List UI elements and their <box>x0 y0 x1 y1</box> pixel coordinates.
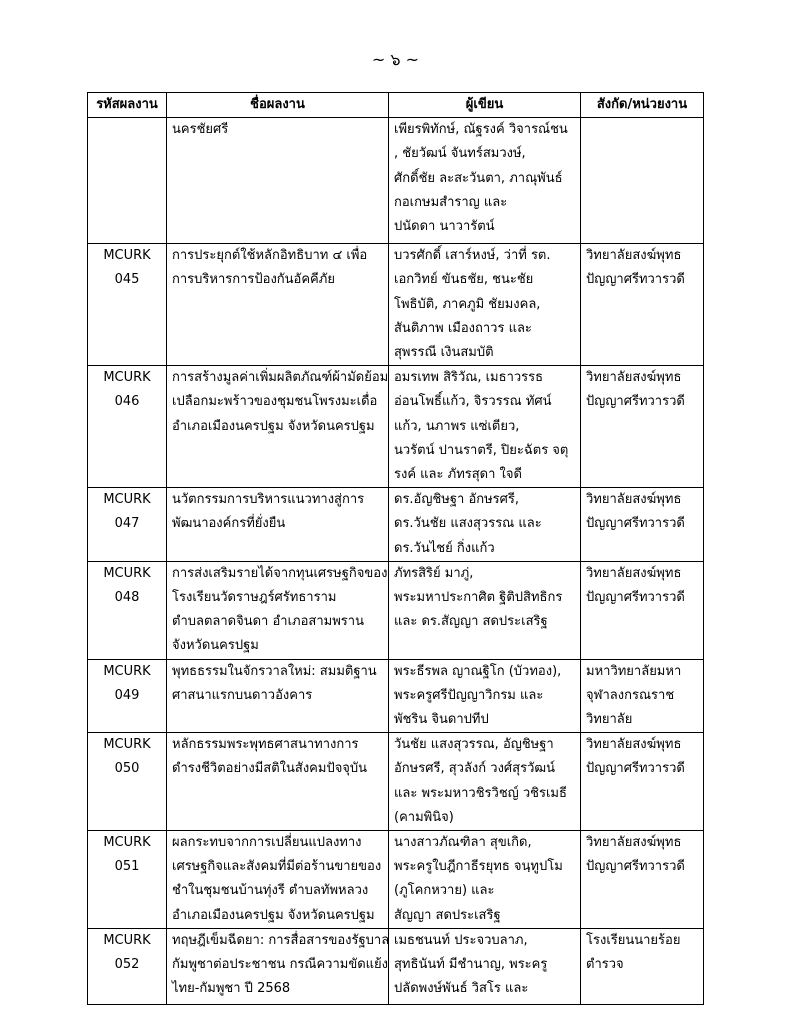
author-line: พระครูใบฎีกาธีรยุทธ จนฺทูปโม <box>394 859 563 875</box>
title-cell <box>167 366 389 488</box>
author-line: และ ดร.สัญญา สดประเสริฐ <box>394 614 548 630</box>
author-line: ดร.วันไชย์ กิ่งแก้ว <box>394 540 495 556</box>
code-cell <box>88 488 167 562</box>
author-line: ภัทรสิริย์ มาภู่, <box>394 565 474 581</box>
affiliation-cell <box>581 118 704 244</box>
affiliation-line: ปัญญาศรีทวารวดี <box>586 761 685 777</box>
affiliation-cell <box>581 733 704 831</box>
affiliation-cell <box>581 561 704 659</box>
code-cell <box>88 118 167 244</box>
code-line: MCURK <box>103 370 151 386</box>
author-line: แก้ว, นภาพร แซ่เตียว, <box>394 418 520 434</box>
authors-cell <box>389 659 581 733</box>
title-cell <box>167 659 389 733</box>
code-line: MCURK <box>103 248 151 264</box>
author-line: พระธีรพล ญาณฐิโก (บัวทอง), <box>394 663 562 679</box>
title-line: ชำในชุมชนบ้านทุ่งรี ตำบลทัพหลวง <box>172 883 369 899</box>
title-line: ผลกระทบจากการเปลี่ยนแปลงทาง <box>172 835 362 851</box>
author-line: , ชัยวัฒน์ จันทร์สมวงษ์, <box>394 146 526 162</box>
author-line: พระครูศรีปัญญาวิกรม และ <box>394 687 544 703</box>
author-line: สัญญา สดประเสริฐ <box>394 907 501 923</box>
title-cell <box>167 244 389 366</box>
title-line: อำเภอเมืองนครปฐม จังหวัดนครปฐม <box>172 418 375 434</box>
code-line: 050 <box>114 761 140 777</box>
affiliation-line: ตำรวจ <box>586 957 624 973</box>
author-line: รงค์ และ ภัทรสุดา ใจดี <box>394 467 522 483</box>
code-line: MCURK <box>103 835 151 851</box>
title-line: ทฤษฎีเข็มฉีดยา: การสื่อสารของรัฐบาล <box>172 932 390 948</box>
code-line: 048 <box>114 590 140 606</box>
title-line: เปลือกมะพร้าวของชุมชนโพรงมะเดื่อ <box>172 394 378 410</box>
author-line: นวรัตน์ ปานราตรี, ปิยะฉัตร จตุ <box>394 442 569 458</box>
authors-cell <box>389 928 581 1004</box>
affiliation-line: วิทยาลัยสงฆ์พุทธ <box>586 737 682 753</box>
author-line: เอกวิทย์ ขันธชัย, ชนะชัย <box>394 272 534 288</box>
table-row <box>88 831 704 929</box>
affiliation-line: ปัญญาศรีทวารวดี <box>586 590 685 606</box>
code-line: MCURK <box>103 932 151 948</box>
author-line: วันชัย แสงสุวรรณ, อัญชิษฐา <box>394 737 554 753</box>
affiliation-cell <box>581 244 704 366</box>
author-line: ปลัดพงษ์พันธ์ วิสโร และ <box>394 981 529 997</box>
affiliation-line: โรงเรียนนายร้อย <box>586 932 681 948</box>
code-cell <box>88 831 167 929</box>
author-line: กอเกษมสำราญ และ <box>394 194 508 210</box>
code-cell <box>88 928 167 1004</box>
title-cell <box>167 733 389 831</box>
title-line: นวัตกรรมการบริหารแนวทางสู่การ <box>172 492 365 508</box>
code-line: MCURK <box>103 663 151 679</box>
author-line: อักษรศรี, สุวลังก์ วงศ์สุรวัฒน์ <box>394 761 556 777</box>
title-cell <box>167 831 389 929</box>
author-line: พัชริน จินดาปทีป <box>394 712 489 728</box>
code-line: 052 <box>114 957 140 973</box>
title-line: พัฒนาองค์กรที่ยั่งยืน <box>172 516 286 532</box>
author-line: ดร.วันชัย แสงสุวรรณ และ <box>394 516 542 532</box>
table-row <box>88 659 704 733</box>
code-line: 049 <box>114 687 140 703</box>
page-number: ~ ๖ ~ <box>371 50 420 69</box>
authors-cell <box>389 244 581 366</box>
code-line: 045 <box>114 272 140 288</box>
header-title: ชื่อผลงาน <box>167 93 389 118</box>
title-line: จังหวัดนครปฐม <box>172 638 259 654</box>
table-row <box>88 488 704 562</box>
table-row <box>88 561 704 659</box>
header-authors: ผู้เขียน <box>389 93 581 118</box>
affiliation-line: วิทยาลัยสงฆ์พุทธ <box>586 370 682 386</box>
author-line: อมรเทพ สิริวัณ, เมธาวรรธ <box>394 370 544 386</box>
author-line: สุทธินันท์ มีชำนาญ, พระครู <box>394 957 548 973</box>
authors-cell <box>389 831 581 929</box>
affiliation-cell <box>581 659 704 733</box>
table-row <box>88 366 704 488</box>
title-line: กัมพูชาต่อประชาชน กรณีความขัดแย้ง <box>172 957 389 973</box>
affiliation-line: วิทยาลัยสงฆ์พุทธ <box>586 248 682 264</box>
title-line: พุทธธรรมในจักรวาลใหม่: สมมติฐาน <box>172 663 377 679</box>
code-cell <box>88 561 167 659</box>
affiliation-line: ปัญญาศรีทวารวดี <box>586 859 685 875</box>
authors-cell <box>389 561 581 659</box>
author-line: (คามพินิจ) <box>394 809 454 825</box>
header-code: รหัสผลงาน <box>88 93 167 118</box>
author-line: อ่อนโพธิ์แก้ว, จิรวรรณ ทัศน์ <box>394 394 552 410</box>
table-row <box>88 244 704 366</box>
title-line: ตำบลตลาดจินดา อำเภอสามพราน <box>172 614 364 630</box>
title-line: ศาสนาแรกบนดาวอังคาร <box>172 687 313 703</box>
author-line: ดร.อัญชิษฐา อักษรศรี, <box>394 492 520 508</box>
code-line: MCURK <box>103 737 151 753</box>
title-line: การสร้างมูลค่าเพิ่มผลิตภัณฑ์ผ้ามัดย้อม <box>172 370 389 386</box>
author-line: ศักดิ์ชัย ละสะวันตา, ภาณุพันธ์ <box>394 170 563 186</box>
author-line: สุพรรณี เงินสมบัติ <box>394 345 494 361</box>
affiliation-line: จุฬาลงกรณราช <box>586 687 675 703</box>
code-line: 051 <box>114 859 140 875</box>
affiliation-cell <box>581 366 704 488</box>
title-cell <box>167 928 389 1004</box>
code-line: 046 <box>114 394 140 410</box>
code-line: 047 <box>114 516 140 532</box>
code-cell <box>88 659 167 733</box>
table-row <box>88 733 704 831</box>
code-cell <box>88 733 167 831</box>
affiliation-line: ปัญญาศรีทวารวดี <box>586 272 685 288</box>
author-line: สันติภาพ เมืองถาวร และ <box>394 320 532 336</box>
author-line: (ภูโคกหวาย) และ <box>394 883 495 899</box>
affiliation-line: มหาวิทยาลัยมหา <box>586 663 682 679</box>
title-line: การส่งเสริมรายได้จากทุนเศรษฐกิจของ <box>172 565 388 581</box>
works-table <box>87 92 704 1005</box>
affiliation-cell <box>581 928 704 1004</box>
author-line: เมธชนนท์ ประจวบลาภ, <box>394 932 528 948</box>
author-line: พระมหาประกาศิต ฐิติปสิทธิกร <box>394 590 563 606</box>
author-line: เพียรพิทักษ์, ณัฐรงค์ วิจารณ์ชน <box>394 122 568 138</box>
author-line: ปนัดดา นาวารัตน์ <box>394 219 495 235</box>
table-row <box>88 118 704 244</box>
title-cell <box>167 118 389 244</box>
code-cell <box>88 366 167 488</box>
author-line: บวรศักดิ์ เสาร์หงษ์, ว่าที่ รต. <box>394 248 551 264</box>
author-line: โพธิบัติ, ภาคภูมิ ชัยมงคล, <box>394 296 541 312</box>
affiliation-line: วิทยาลัยสงฆ์พุทธ <box>586 565 682 581</box>
title-line: นครชัยศรี <box>172 122 229 138</box>
author-line: นางสาวภัณฑิลา สุขเกิด, <box>394 835 532 851</box>
title-line: หลักธรรมพระพุทธศาสนาทางการ <box>172 737 359 753</box>
title-line: การบริหารการป้องกันอัคคีภัย <box>172 272 335 288</box>
affiliation-line: วิทยาลัย <box>586 712 633 728</box>
title-line: การประยุกต์ใช้หลักอิทธิบาท ๔ เพื่อ <box>172 248 368 264</box>
table-header-row <box>88 93 704 118</box>
title-line: ดำรงชีวิตอย่างมีสติในสังคมปัจจุบัน <box>172 761 368 777</box>
table-body <box>88 118 704 1005</box>
authors-cell <box>389 366 581 488</box>
affiliation-line: ปัญญาศรีทวารวดี <box>586 394 685 410</box>
title-cell <box>167 561 389 659</box>
affiliation-line: วิทยาลัยสงฆ์พุทธ <box>586 835 682 851</box>
title-line: โรงเรียนวัดราษฎร์ศรัทธาราม <box>172 590 337 606</box>
title-line: เศรษฐกิจและสังคมที่มีต่อร้านขายของ <box>172 859 382 875</box>
title-line: อำเภอเมืองนครปฐม จังหวัดนครปฐม <box>172 907 375 923</box>
authors-cell <box>389 488 581 562</box>
code-cell <box>88 244 167 366</box>
authors-cell <box>389 118 581 244</box>
affiliation-cell <box>581 831 704 929</box>
affiliation-line: ปัญญาศรีทวารวดี <box>586 516 685 532</box>
author-line: และ พระมหาวชิรวิชญ์ วชิรเมธี <box>394 785 567 801</box>
header-affiliation: สังกัด/หน่วยงาน <box>581 93 704 118</box>
affiliation-line: วิทยาลัยสงฆ์พุทธ <box>586 492 682 508</box>
table-row <box>88 928 704 1004</box>
authors-cell <box>389 733 581 831</box>
title-cell <box>167 488 389 562</box>
affiliation-cell <box>581 488 704 562</box>
code-line: MCURK <box>103 492 151 508</box>
title-line: ไทย-กัมพูชา ปี 2568 <box>172 981 291 997</box>
code-line: MCURK <box>103 565 151 581</box>
